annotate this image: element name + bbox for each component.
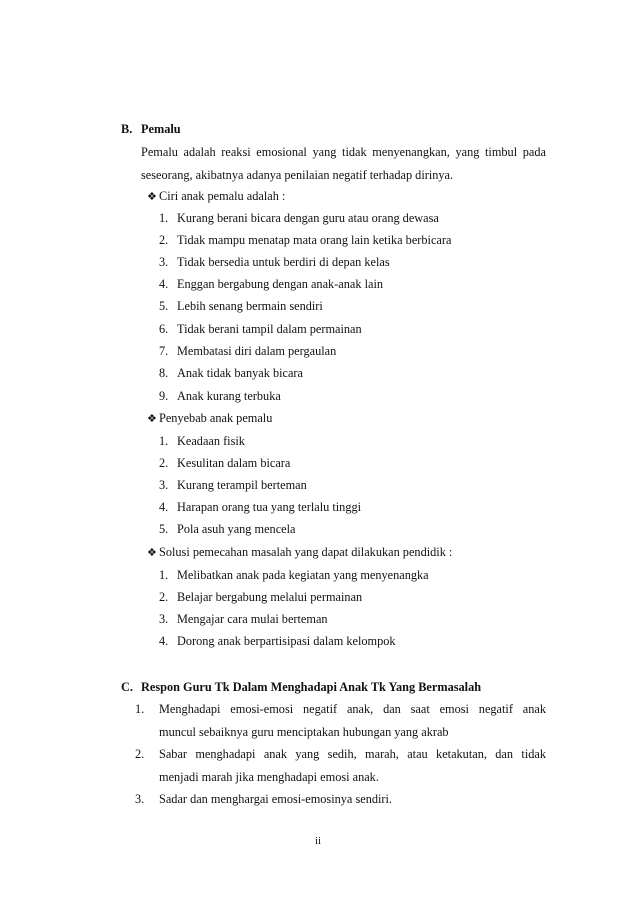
- list-number: 1.: [159, 211, 169, 225]
- list-item: [159, 388, 281, 404]
- list-item: [159, 499, 361, 515]
- ciri-heading: [147, 188, 285, 205]
- diamond-bullet-icon: ❖: [147, 413, 157, 425]
- list-number: 2.: [159, 456, 169, 470]
- section-b-intro-line1: Pemalu adalah reaksi emosional yang tidak menyenangkan, yang timbul pada: [141, 145, 546, 159]
- list-text: Membatasi diri dalam pergaulan: [177, 344, 337, 358]
- list-text: Keadaan fisik: [177, 434, 245, 448]
- list-text: Anak tidak banyak bicara: [177, 366, 303, 380]
- list-item: [159, 232, 451, 248]
- diamond-bullet-icon: ❖: [147, 547, 157, 559]
- section-b-letter: B.: [121, 122, 133, 136]
- list-text-line2: muncul sebaiknya guru menciptakan hubungan yang akrab: [159, 725, 449, 739]
- list-item: [159, 433, 245, 449]
- penyebab-heading: [147, 410, 272, 427]
- list-text: Tidak berani tampil dalam permainan: [177, 322, 362, 336]
- list-text: Harapan orang tua yang terlalu tinggi: [177, 500, 362, 514]
- list-text: Dorong anak berpartisipasi dalam kelompok: [177, 634, 396, 648]
- diamond-bullet-icon: ❖: [147, 191, 157, 203]
- list-text: Lebih senang bermain sendiri: [177, 299, 323, 313]
- list-text: Tidak mampu menatap mata orang lain ketika berbicara: [177, 233, 452, 247]
- section-c-title: Respon Guru Tk Dalam Menghadapi Anak Tk Yang Bermasalah: [141, 680, 482, 694]
- list-number: 3.: [159, 612, 169, 626]
- list-item: [159, 477, 307, 493]
- list-number: 1.: [135, 702, 145, 716]
- list-number: 1.: [159, 568, 169, 582]
- list-item: [159, 633, 396, 649]
- list-number: 3.: [159, 478, 169, 492]
- list-item: [159, 455, 290, 471]
- section-b-heading: [121, 121, 181, 137]
- list-item: [135, 791, 392, 807]
- list-text: Pola asuh yang mencela: [177, 522, 296, 536]
- page-number: ii: [315, 835, 322, 847]
- list-number: 6.: [159, 322, 169, 336]
- list-number: 4.: [159, 500, 169, 514]
- list-item: [159, 210, 439, 226]
- list-item: [159, 276, 383, 292]
- list-number: 4.: [159, 634, 169, 648]
- solusi-heading: [147, 544, 452, 561]
- list-text: Mengajar cara mulai berteman: [177, 612, 328, 626]
- list-text-line1: Sabar menghadapi anak yang sedih, marah, atau ketakutan, dan tidak: [159, 747, 546, 761]
- list-text: Kurang terampil berteman: [177, 478, 307, 492]
- section-b-intro-line2: seseorang, akibatnya adanya penilaian negatif terhadap dirinya.: [141, 168, 454, 182]
- list-text: Kesulitan dalam bicara: [177, 456, 291, 470]
- list-number: 5.: [159, 299, 169, 313]
- list-number: 3.: [159, 255, 169, 269]
- list-text-line1: Sadar dan menghargai emosi-emosinya sendiri.: [159, 792, 393, 806]
- list-text: Enggan bergabung dengan anak-anak lain: [177, 277, 384, 291]
- list-item: [159, 254, 390, 270]
- list-number: 2.: [159, 233, 169, 247]
- list-number: 8.: [159, 366, 169, 380]
- section-b-title: Pemalu: [141, 122, 181, 136]
- list-text: Melibatkan anak pada kegiatan yang menyenangka: [177, 568, 429, 582]
- solusi-heading-text: Solusi pemecahan masalah yang dapat dilakukan pendidik :: [159, 545, 453, 559]
- list-item: [159, 589, 362, 605]
- section-c-letter: C.: [121, 680, 133, 694]
- list-item: [159, 611, 328, 627]
- list-item: [159, 521, 296, 537]
- penyebab-heading-text: Penyebab anak pemalu: [159, 411, 273, 425]
- list-item: [159, 321, 362, 337]
- list-item: [159, 343, 336, 359]
- list-number: 5.: [159, 522, 169, 536]
- list-number: 3.: [135, 792, 145, 806]
- list-item: [159, 365, 303, 381]
- list-text: Tidak bersedia untuk berdiri di depan kelas: [177, 255, 390, 269]
- list-text: Kurang berani bicara dengan guru atau orang dewasa: [177, 211, 439, 225]
- list-text-line2: menjadi marah jika menghadapi emosi anak.: [159, 770, 379, 784]
- list-text-line1: Menghadapi emosi-emosi negatif anak, dan saat emosi negatif anak: [159, 702, 546, 716]
- list-number: 7.: [159, 344, 169, 358]
- list-number: 4.: [159, 277, 169, 291]
- list-item: [159, 298, 323, 314]
- list-number: 2.: [135, 747, 145, 761]
- list-text: Anak kurang terbuka: [177, 389, 281, 403]
- list-number: 9.: [159, 389, 169, 403]
- list-item: [159, 567, 429, 583]
- list-number: 2.: [159, 590, 169, 604]
- list-text: Belajar bergabung melalui permainan: [177, 590, 363, 604]
- section-c-heading: [121, 679, 481, 695]
- list-number: 1.: [159, 434, 169, 448]
- ciri-heading-text: Ciri anak pemalu adalah :: [159, 189, 286, 203]
